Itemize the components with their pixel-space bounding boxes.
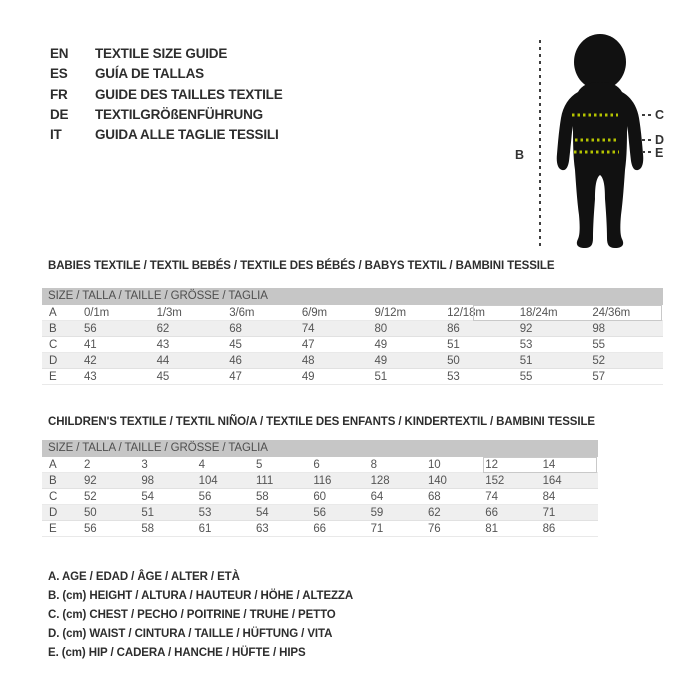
row-label: D xyxy=(49,506,58,519)
size-cell: 54 xyxy=(141,490,154,503)
size-cell: 9/12m xyxy=(374,306,406,319)
size-cell: 92 xyxy=(519,322,533,335)
size-cell: 8 xyxy=(370,458,377,471)
table-body xyxy=(42,305,663,385)
size-table-row-B xyxy=(42,321,663,337)
table-body xyxy=(42,457,598,537)
language-row xyxy=(50,66,204,81)
size-cell: 111 xyxy=(255,474,274,487)
size-cell: 24/36m xyxy=(592,306,631,319)
size-cell: 62 xyxy=(156,322,170,335)
size-cell: 66 xyxy=(313,522,326,535)
size-cell: 42 xyxy=(84,354,97,367)
size-cell: 57 xyxy=(592,370,605,383)
size-cell: 10 xyxy=(427,458,441,471)
size-cell: 51 xyxy=(374,370,388,383)
size-cell: 61 xyxy=(198,522,212,535)
size-cell: 86 xyxy=(447,322,460,335)
language-title: GUIDE DES TAILLES TEXTILE xyxy=(95,87,283,102)
size-cell: 18/24m xyxy=(519,306,558,319)
size-cell: 2 xyxy=(84,458,91,471)
size-cell: 44 xyxy=(156,354,170,367)
chest-label: C xyxy=(655,108,665,122)
hip-label: E xyxy=(655,146,664,160)
size-cell: 56 xyxy=(84,522,97,535)
size-table-row-C xyxy=(42,337,663,353)
size-cell: 12 xyxy=(485,458,498,471)
size-cell: 41 xyxy=(84,338,97,351)
size-cell: 128 xyxy=(370,474,390,487)
size-cell: 56 xyxy=(313,506,326,519)
height-label: B xyxy=(515,148,525,162)
size-table-row-B xyxy=(42,473,598,489)
row-label: A xyxy=(49,306,57,319)
waist-label: D xyxy=(655,133,665,147)
size-cell: 71 xyxy=(542,506,556,519)
language-row xyxy=(50,127,279,142)
size-cell: 74 xyxy=(301,322,315,335)
child-measurement-figure xyxy=(505,22,695,262)
size-cell: 56 xyxy=(84,322,97,335)
size-table-row-D xyxy=(42,505,598,521)
size-cell: 54 xyxy=(255,506,269,519)
size-cell: 63 xyxy=(255,522,269,535)
size-cell: 58 xyxy=(255,490,269,503)
row-label: E xyxy=(49,370,57,383)
size-cell: 66 xyxy=(485,506,498,519)
size-cell: 76 xyxy=(427,522,441,535)
size-cell: 53 xyxy=(519,338,533,351)
row-label: A xyxy=(49,458,57,471)
children-size-table xyxy=(42,440,598,537)
size-cell: 12/18m xyxy=(447,306,485,319)
legend-line-chest: C. (cm) CHEST / PECHO / POITRINE / TRUHE / PETTO xyxy=(48,609,336,621)
size-cell: 0/1m xyxy=(84,306,110,319)
size-cell: 55 xyxy=(519,370,533,383)
size-cell: 4 xyxy=(198,458,205,471)
size-cell: 53 xyxy=(447,370,460,383)
size-cell: 52 xyxy=(592,354,605,367)
size-cell: 104 xyxy=(198,474,218,487)
size-cell: 164 xyxy=(542,474,562,487)
size-cell: 49 xyxy=(301,370,315,383)
legend-line-height: B. (cm) HEIGHT / ALTURA / HAUTEUR / HÖHE / ALTEZZA xyxy=(48,590,354,602)
language-row xyxy=(50,46,227,61)
size-cell: 68 xyxy=(229,322,242,335)
size-cell: 116 xyxy=(313,474,332,487)
legend-line-waist: D. (cm) WAIST / CINTURA / TAILLE / HÜFTUNG / VITA xyxy=(48,628,333,640)
size-cell: 92 xyxy=(84,474,97,487)
language-code: IT xyxy=(50,127,62,142)
legend-line-hip: E. (cm) HIP / CADERA / HANCHE / HÜFTE / HIPS xyxy=(48,647,306,659)
size-cell: 51 xyxy=(141,506,154,519)
size-cell: 47 xyxy=(229,370,242,383)
size-cell: 43 xyxy=(84,370,97,383)
size-cell: 6/9m xyxy=(301,306,328,319)
row-label: B xyxy=(49,322,57,335)
row-label: C xyxy=(49,490,58,503)
language-code: DE xyxy=(50,107,69,122)
size-cell: 47 xyxy=(301,338,315,351)
language-title: TEXTILE SIZE GUIDE xyxy=(95,46,228,61)
size-cell: 140 xyxy=(427,474,447,487)
size-cell: 50 xyxy=(447,354,460,367)
size-cell: 86 xyxy=(542,522,556,535)
size-cell: 59 xyxy=(370,506,384,519)
size-cell: 48 xyxy=(301,354,315,367)
row-label: C xyxy=(49,338,58,351)
size-cell: 98 xyxy=(592,322,605,335)
table-header: SIZE / TALLA / TAILLE / GRÖSSE / TAGLIA xyxy=(42,440,598,457)
size-table-row-E xyxy=(42,521,598,537)
language-code: ES xyxy=(50,66,68,81)
size-cell: 71 xyxy=(370,522,384,535)
size-cell: 74 xyxy=(485,490,498,503)
size-cell: 64 xyxy=(370,490,384,503)
size-cell: 49 xyxy=(374,354,388,367)
size-cell: 3 xyxy=(141,458,148,471)
size-cell: 14 xyxy=(542,458,556,471)
size-cell: 5 xyxy=(255,458,263,471)
table-header: SIZE / TALLA / TAILLE / GRÖSSE / TAGLIA xyxy=(42,288,663,305)
size-cell: 51 xyxy=(447,338,460,351)
size-cell: 52 xyxy=(84,490,97,503)
size-table-row-A xyxy=(42,457,598,473)
row-label: B xyxy=(49,474,57,487)
language-title: GUÍA DE TALLAS xyxy=(95,66,204,81)
size-cell: 80 xyxy=(374,322,388,335)
size-cell: 58 xyxy=(141,522,154,535)
language-row xyxy=(50,87,283,102)
row-label: D xyxy=(49,354,58,367)
size-cell: 49 xyxy=(374,338,388,351)
size-cell: 3/6m xyxy=(229,306,255,319)
size-cell: 45 xyxy=(156,370,170,383)
size-cell: 45 xyxy=(229,338,242,351)
size-table-row-A xyxy=(42,305,663,321)
size-cell: 81 xyxy=(485,522,498,535)
size-cell: 43 xyxy=(156,338,170,351)
size-cell: 50 xyxy=(84,506,97,519)
language-row xyxy=(50,107,263,122)
row-label: E xyxy=(49,522,57,535)
language-title: TEXTILGRÖßENFÜHRUNG xyxy=(95,107,263,122)
legend-line-age: A. AGE / EDAD / ÂGE / ALTER / ETÀ xyxy=(48,571,240,583)
size-cell: 152 xyxy=(485,474,505,487)
size-table-row-E xyxy=(42,369,663,385)
babies-section-title: BABIES TEXTILE / TEXTIL BEBÉS / TEXTILE DES BÉBÉS / BABYS TEXTIL / BAMBINI TESSILE xyxy=(48,260,555,272)
language-code: FR xyxy=(50,87,68,102)
size-cell: 56 xyxy=(198,490,212,503)
child-silhouette-icon xyxy=(557,34,644,248)
size-cell: 68 xyxy=(427,490,441,503)
size-cell: 98 xyxy=(141,474,154,487)
size-table-row-D xyxy=(42,353,663,369)
size-cell: 51 xyxy=(519,354,533,367)
size-table-row-C xyxy=(42,489,598,505)
language-title: GUIDA ALLE TAGLIE TESSILI xyxy=(95,127,279,142)
children-section-title: CHILDREN'S TEXTILE / TEXTIL NIÑO/A / TEXTILE DES ENFANTS / KINDERTEXTIL / BAMBINI TESSILE xyxy=(48,416,595,428)
size-cell: 55 xyxy=(592,338,605,351)
language-code: EN xyxy=(50,46,69,61)
size-cell: 53 xyxy=(198,506,212,519)
size-cell: 60 xyxy=(313,490,326,503)
size-cell: 46 xyxy=(229,354,242,367)
size-cell: 84 xyxy=(542,490,556,503)
size-cell: 62 xyxy=(427,506,441,519)
size-cell: 1/3m xyxy=(156,306,182,319)
babies-size-table xyxy=(42,288,663,385)
size-cell: 6 xyxy=(313,458,320,471)
